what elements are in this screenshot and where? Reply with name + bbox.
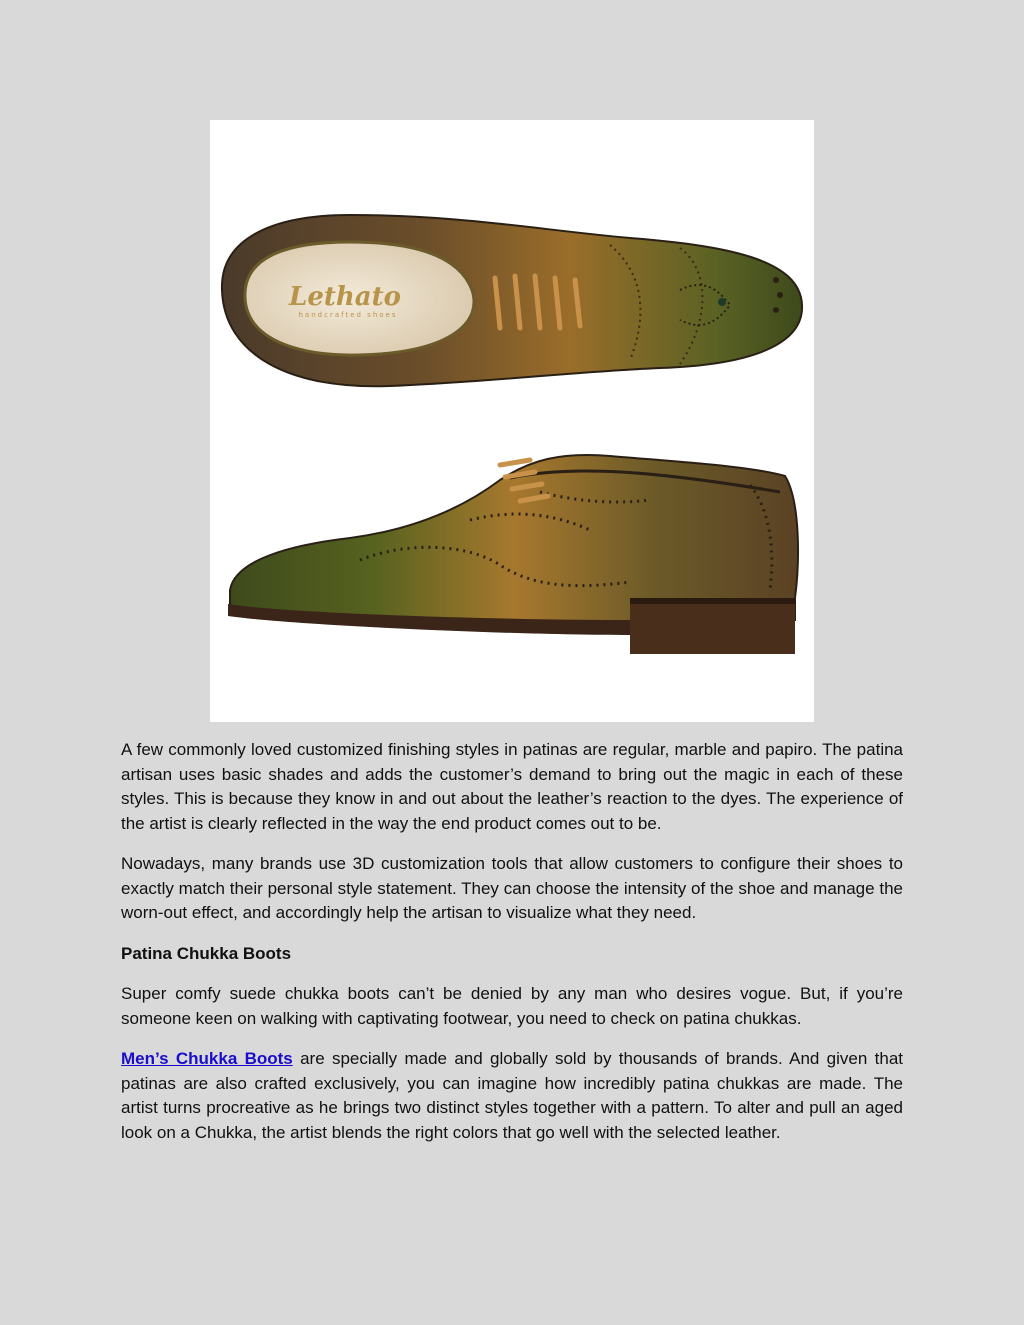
article-body	[121, 738, 903, 1161]
section-heading: Patina Chukka Boots	[121, 943, 292, 963]
shoe-top-view	[222, 215, 802, 386]
paragraph-chukka-intro: Super comfy suede chukka boots can’t be denied by any man who desires vogue. But, if you’re someone keen on walking with captivating footwear, you need to check on patina chukkas.	[121, 984, 903, 1028]
shoe-side-view	[228, 455, 798, 654]
paragraph-chukka-details	[121, 1047, 903, 1145]
brand-logo: Lethato	[289, 282, 401, 312]
brand-tagline: handcrafted shoes	[298, 311, 398, 319]
paragraph-3d-customization: Nowadays, many brands use 3D customization tools that allow customers to configure their shoes to exactly match their personal style statement. They can choose the intensity of the shoe and manage the worn-out effect, and accordingly help the artisan to visualize what they need.	[121, 854, 903, 922]
mens-chukka-boots-link[interactable]: Men’s Chukka Boots	[121, 1049, 293, 1068]
paragraph-patina-styles: A few commonly loved customized finishing styles in patinas are regular, marble and papiro. The patina artisan uses basic shades and adds the customer’s demand to bring out the magic in each of these styles. This is because they know in and out about the leather’s reaction to the dyes. The experience of the artist is clearly reflected in the way the end product comes out to be.	[121, 740, 903, 833]
product-photo-brogue-shoes	[210, 120, 814, 722]
paragraph-chukka-details-text: are specially made and globally sold by thousands of brands. And given that patinas are also crafted exclusively, you can imagine how incredibly patina chukkas are made. The artist turns procreative as he brings two distinct styles together with a pattern. To alter and pull an aged look on a Chukka, the artist blends the right colors that go well with the selected leather.	[121, 1049, 903, 1142]
